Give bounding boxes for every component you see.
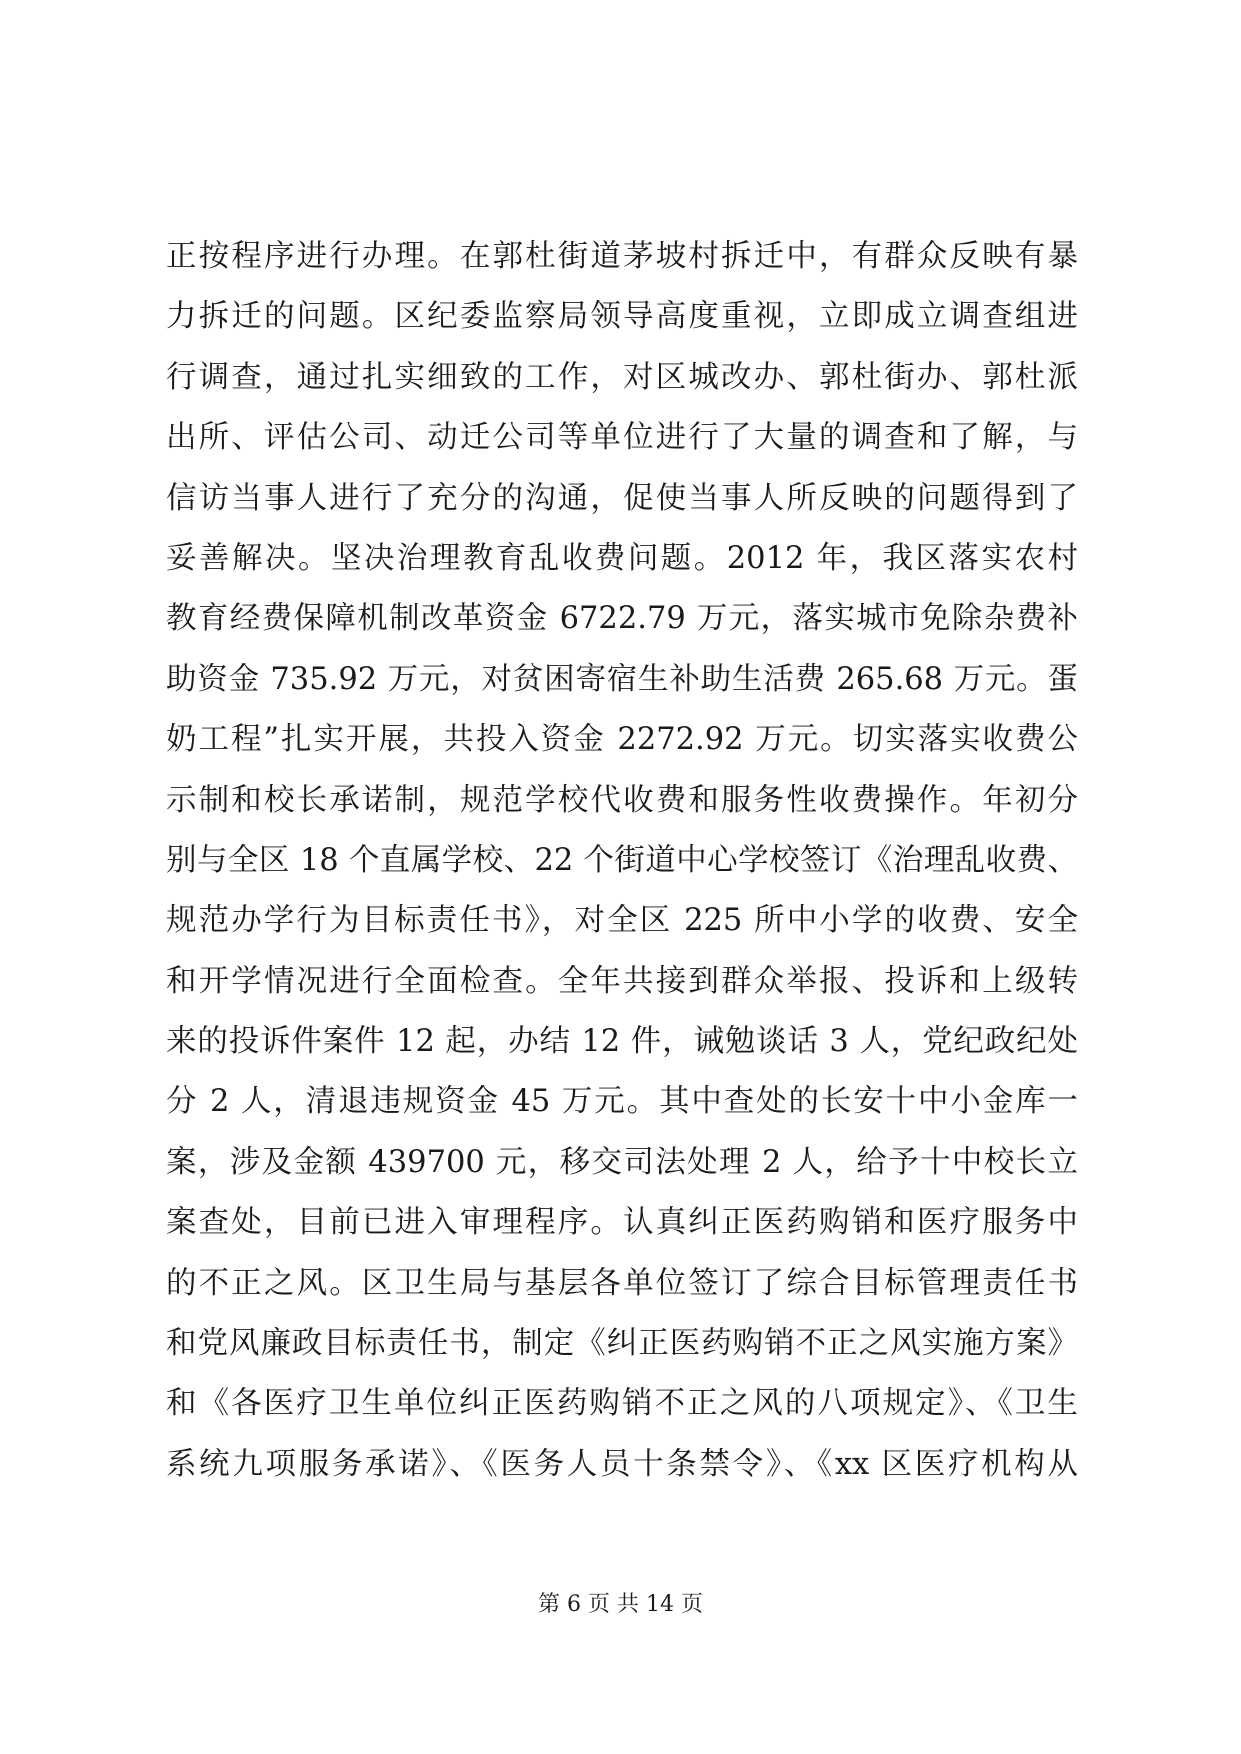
text-line: 力拆迁的问题。区纪委监察局领导高度重视，立即成立调查组进 [166,299,1078,335]
text-line: 助资金 735.92 万元，对贫困寄宿生补助生活费 265.68 万元。蛋 [166,661,1078,697]
text-line: 和开学情况进行全面检查。全年共接到群众举报、投诉和上级转 [166,963,1078,999]
text-line: 来的投诉件案件 12 起，办结 12 件，诫勉谈话 3 人，党纪政纪处 [166,1024,1078,1060]
text-line: 出所、评估公司、动迁公司等单位进行了大量的调查和了解，与 [166,420,1078,456]
text-line: 和党风廉政目标责任书，制定《纠正医药购销不正之风实施方案》 [166,1326,1078,1362]
body-text [166,227,1078,1495]
text-line: 正按程序进行办理。在郭杜街道茅坡村拆迁中，有群众反映有暴 [166,239,1078,274]
text-line: 案，涉及金额 439700 元，移交司法处理 2 人，给予十中校长立 [166,1144,1078,1180]
text-line: 案查处，目前已进入审理程序。认真纠正医药购销和医疗服务中 [166,1205,1078,1241]
text-line: 妥善解决。坚决治理教育乱收费问题。2012 年，我区落实农村 [166,540,1078,576]
text-line: 信访当事人进行了充分的沟通，促使当事人所反映的问题得到了 [166,480,1078,516]
text-line: 奶工程”扎实开展，共投入资金 2272.92 万元。切实落实收费公 [166,722,1078,758]
text-line: 别与全区 18 个直属学校、22 个街道中心学校签订《治理乱收费、 [166,842,1078,878]
text-line: 示制和校长承诺制，规范学校代收费和服务性收费操作。年初分 [166,782,1078,818]
text-line: 分 2 人，清退违规资金 45 万元。其中查处的长安十中小金库一 [166,1084,1078,1120]
text-line: 规范办学行为目标责任书》，对全区 225 所中小学的收费、安全 [166,903,1078,939]
page-number: 第 6 页 共 14 页 [538,1592,703,1617]
text-line: 系统九项服务承诺》、《医务人员十条禁令》、《xx 区医疗机构从 [166,1446,1078,1482]
text-line: 教育经费保障机制改革资金 6722.79 万元，落实城市免除杂费补 [166,601,1078,637]
page-footer [0,1590,1241,1620]
text-line: 的不正之风。区卫生局与基层各单位签订了综合目标管理责任书 [166,1265,1078,1301]
text-line: 和《各医疗卫生单位纠正医药购销不正之风的八项规定》、《卫生 [166,1386,1078,1422]
text-line: 行调查，通过扎实细致的工作，对区城改办、郭杜街办、郭杜派 [166,359,1078,395]
